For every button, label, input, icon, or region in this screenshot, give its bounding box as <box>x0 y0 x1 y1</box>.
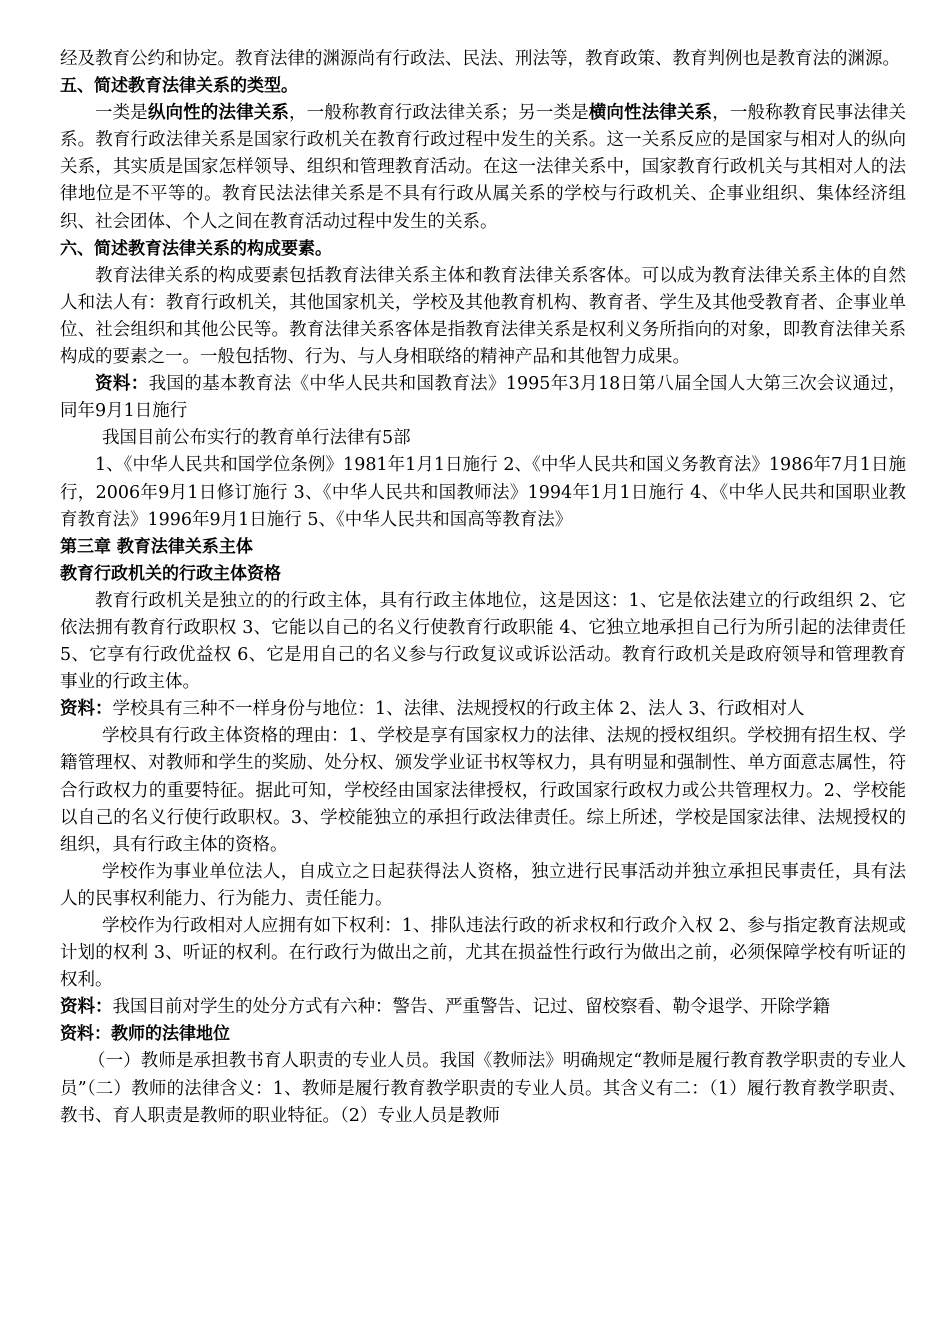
paragraph-school-subject-reasons: 学校具有行政主体资格的理由：1、学校是享有国家权力的法律、法规的授权组织。学校拥有招生权、学籍管理权、对教师和学生的奖励、处分权、颁发学业证书权等权力，具有明显和强制性、单方面意志属性，符合行政权力的重要特征。据此可知，学校经由国家法律授权，行政国家行政权力或公共管理权力。2、学校能以自己的名义行使行政职权。3、学校能独立的承担行政法律责任。综上所述，学校是国家法律、法规授权的组织，具有行政主体的资格。 <box>60 726 906 855</box>
material-label: 资料： <box>60 997 113 1018</box>
paragraph-relation-types <box>60 100 906 235</box>
text-run: 我国目前对学生的处分方式有六种：警告、严重警告、记过、留校察看、勒令退学、开除学籍 <box>112 997 830 1018</box>
paragraph-material-school-status <box>60 696 906 723</box>
heading-five: 五、简述教育法律关系的类型。 <box>60 76 298 97</box>
paragraph-material-punishments <box>60 994 906 1021</box>
paragraph-teacher-status: （一）教师是承担教书育人职责的专业人员。我国《教师法》明确规定“教师是履行教育教学职责的专业人员”（二）教师的法律含义：1、教师是履行教育教学职责的专业人员。其含义有二：（1）履行教育教学职责、教书、育人职责是教师的职业特征。（2）专业人员是教师 <box>60 1051 906 1126</box>
paragraph-material-education-law <box>60 371 906 425</box>
heading-teacher-status: 资料：教师的法律地位 <box>60 1024 230 1045</box>
term-horizontal: 横向性法律关系 <box>588 103 713 124</box>
heading-six: 六、简述教育法律关系的构成要素。 <box>60 238 332 259</box>
text-run: 我国的基本教育法《中华人民共和国教育法》1995年3月18日第八届全国人大第三次会议通过，同年9月1日施行 <box>60 374 907 422</box>
paragraph-laws-list: 1、《中华人民共和国学位条例》1981年1月1日施行 2、《中华人民共和国义务教育法》1986年7月1日施行，2006年9月1日修订施行 3、《中华人民共和国教师法》1994年1月1日施行 4、《中华人民共和国职业教育教育法》1996年9月1日施行 5、《中华人民共和国高等教育法》 <box>60 455 906 530</box>
subheading-admin-subject: 教育行政机关的行政主体资格 <box>60 563 281 584</box>
paragraph-sources: 经及教育公约和协定。教育法律的渊源尚有行政法、民法、刑法等，教育政策、教育判例也是教育法的渊源。 <box>60 49 900 69</box>
text-run: ，一般称教育行政法律关系；另一类是 <box>288 103 589 124</box>
paragraph-school-legal-person: 学校作为事业单位法人，自成立之日起获得法人资格，独立进行民事活动并独立承担民事责任，具有法人的民事权利能力、行为能力、责任能力。 <box>60 861 906 909</box>
material-label: 资料： <box>60 699 113 720</box>
text-run: ，一般称教育民事法律关系。教育行政法律关系是国家行政机关在教育行政过程中发生的关系。这一关系反应的是国家与相对人的纵向关系，其实质是国家怎样领导、组织和管理教育活动。在这一法律关系中，国家教育行政机关与其相对人的法律地位是不平等的。教育民法法律关系是不具有行政从属关系的学校与行政机关、企事业组织、集体经济组织、社会团体、个人之间在教育活动过程中发生的关系。 <box>60 103 907 232</box>
paragraph-admin-agency: 教育行政机关是独立的的行政主体，具有行政主体地位，这是因这：1、它是依法建立的行政组织 2、它依法拥有教育行政职权 3、它能以自己的名义行使教育行政职能 4、它独立地承担自己行为所引起的法律责任 5、它享有行政优益权 6、它是用自己的名义参与行政复议或诉讼活动。教育行政机关是政府领导和管理教育事业的行政主体。 <box>60 590 906 693</box>
term-vertical: 纵向性的法律关系 <box>147 103 289 124</box>
text-run: 一类是 <box>95 103 148 124</box>
chapter-three-title: 第三章 教育法律关系主体 <box>60 536 253 557</box>
paragraph-elements: 教育法律关系的构成要素包括教育法律关系主体和教育法律关系客体。可以成为教育法律关系主体的自然人和法人有：教育行政机关，其他国家机关，学校及其他教育机构、教育者、学生及其他受教育者、企事业单位、社会组织和其他公民等。教育法律关系客体是指教育法律关系是权利义务所指向的对象，即教育法律关系构成的要素之一。一般包括物、行为、与人身相联络的精神产品和其他智力成果。 <box>60 265 906 368</box>
paragraph-laws-count: 我国目前公布实行的教育单行法律有5部 <box>102 428 411 449</box>
document-page <box>60 46 906 1130</box>
paragraph-school-rights: 学校作为行政相对人应拥有如下权利：1、排队违法行政的祈求权和行政介入权 2、参与指定教育法规或计划的权利 3、听证的权利。在行政行为做出之前，尤其在损益性行政行为做出之前，必须保障学校有听证的权利。 <box>60 916 906 991</box>
text-run: 学校具有三种不一样身份与地位：1、法律、法规授权的行政主体 2、法人 3、行政相对人 <box>112 699 805 720</box>
material-label: 资料： <box>95 374 149 395</box>
